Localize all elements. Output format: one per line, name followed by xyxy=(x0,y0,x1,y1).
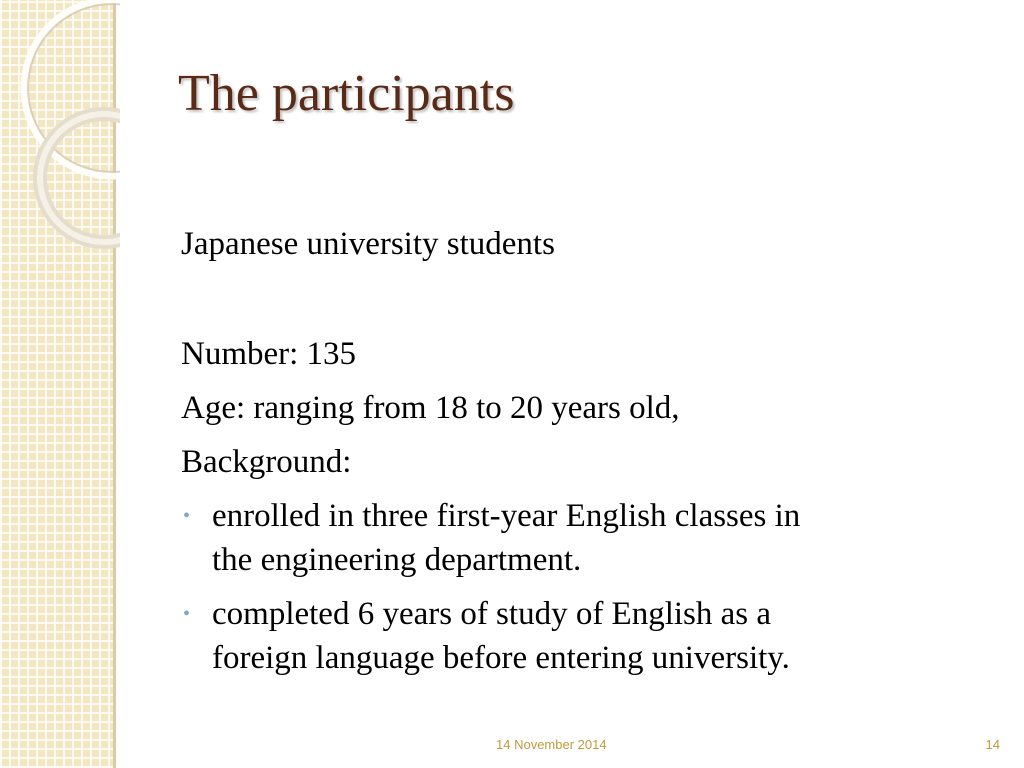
slide-title: The participants xyxy=(178,65,515,122)
footer-date: 14 November 2014 xyxy=(496,737,607,752)
bullet-text-line: enrolled in three first-year English classes in xyxy=(212,498,801,534)
background-bullet-list xyxy=(181,494,991,680)
bullet-dot-icon: • xyxy=(183,505,191,527)
decorative-circles xyxy=(0,0,120,260)
footer-page-number: 14 xyxy=(985,737,1000,752)
body-line-background: Background: xyxy=(181,444,352,480)
bullet-item xyxy=(181,494,991,582)
bullet-item xyxy=(181,592,991,680)
decorative-circle-large xyxy=(24,0,120,176)
body-line-number: Number: 135 xyxy=(181,336,357,372)
bullet-text-line: foreign language before entering university. xyxy=(212,640,790,676)
blank-line xyxy=(181,276,991,332)
bullet-text-line: completed 6 years of study of English as a xyxy=(212,596,772,632)
bullet-text-line: the engineering department. xyxy=(212,542,582,578)
bullet-dot-icon: • xyxy=(183,603,191,625)
body-line-students: Japanese university students xyxy=(181,226,555,262)
slide-body xyxy=(181,222,991,690)
body-line-age: Age: ranging from 18 to 20 years old, xyxy=(181,390,680,426)
